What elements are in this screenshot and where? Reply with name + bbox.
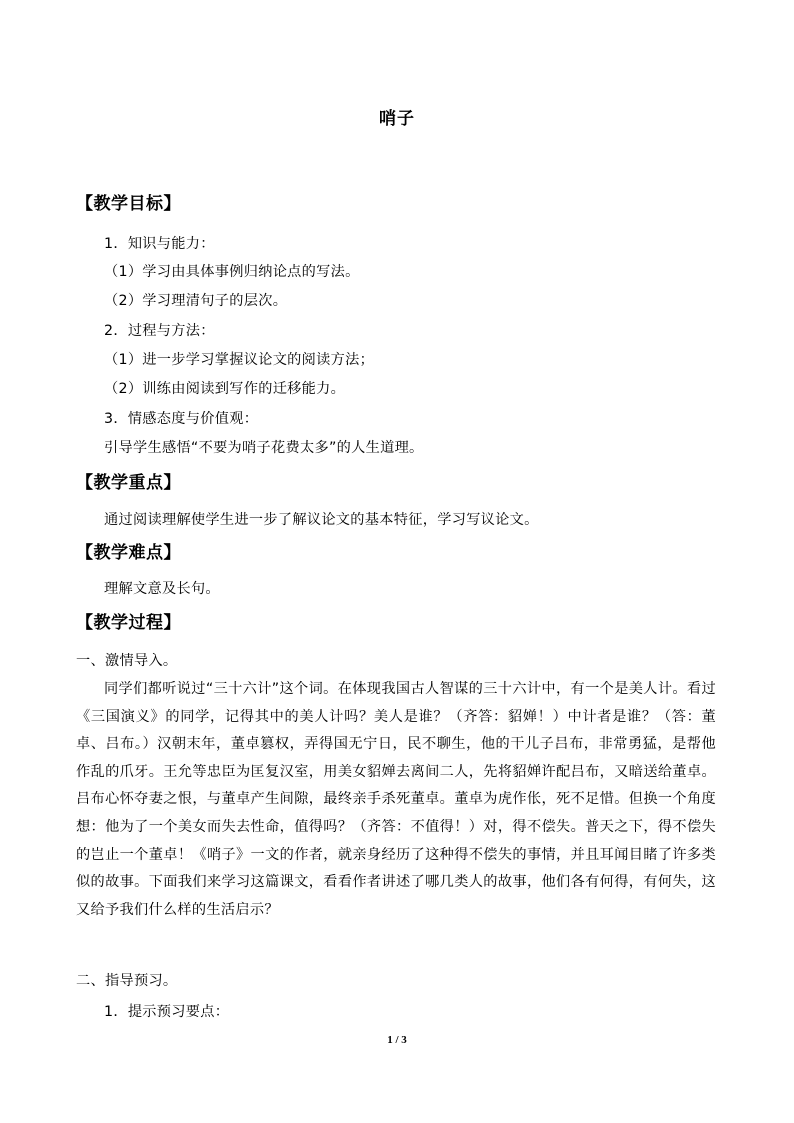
document-title: 哨子 [379,109,415,129]
objective-1-title: 1．知识与能力： [104,236,215,252]
objective-2-a: （1）进一步学习掌握议论文的阅读方法； [104,352,375,368]
heading-objectives: 【教学目标】 [76,194,181,214]
objective-2-b: （2）训练由阅读到写作的迁移能力。 [104,381,346,397]
objective-1-b: （2）学习理清句子的层次。 [104,293,288,309]
objective-1-a: （1）学习由具体事例归纳论点的写法。 [104,264,360,280]
process-step-2-title: 二、指导预习。 [76,973,178,989]
process-step-1-title: 一、激情导入。 [76,653,178,669]
heading-process: 【教学过程】 [76,613,181,633]
process-step-2-item-1: 1．提示预习要点： [104,1004,230,1020]
objective-2-title: 2．过程与方法： [104,323,215,339]
objective-3-text: 引导学生感悟“不要为哨子花费太多”的人生道理。 [104,440,424,456]
process-step-1-paragraph: 同学们都听说过“三十六计”这个词。在体现我国古人智谋的三十六计中，有一个是美人计。看过《三国演义》的同学，记得其中的美人计吗？美人是谁？（齐答：貂婵！）中计者是谁？（答：董卓、吕布。）汉朝末年，董卓篡权，弄得国无宁日，民不聊生，他的干儿子吕布，非常勇猛，是帮他作乱的爪牙。王允等忠臣为匡复汉室，用美女貂婵去离间二人，先将貂婵许配吕布，又暗送给董卓。吕布心怀夺妻之恨，与董卓产生间隙，最终亲手杀死董卓。董卓为虎作伥，死不足惜。但换一个角度想：他为了一个美女而失去性命，值得吗？（齐答：不值得！）对，得不偿失。普天之下，得不偿失的岂止一个董卓！《哨子》一文的作者，就亲身经历了这种得不偿失的事情，并且耳闻目睹了许多类似的故事。下面我们来学习这篇课文，看看作者讲述了哪几类人的故事，他们各有何得，有何失，这又给予我们什么样的生活启示？ [76,681,716,918]
heading-difficulties: 【教学难点】 [76,543,181,563]
difficulties-text: 理解文意及长句。 [104,581,220,597]
objective-3-title: 3．情感态度与价值观： [104,411,259,427]
page-number: 1 / 3 [387,1034,407,1046]
heading-key-points: 【教学重点】 [76,473,181,493]
key-points-text: 通过阅读理解使学生进一步了解议论文的基本特征，学习写议论文。 [104,512,539,528]
